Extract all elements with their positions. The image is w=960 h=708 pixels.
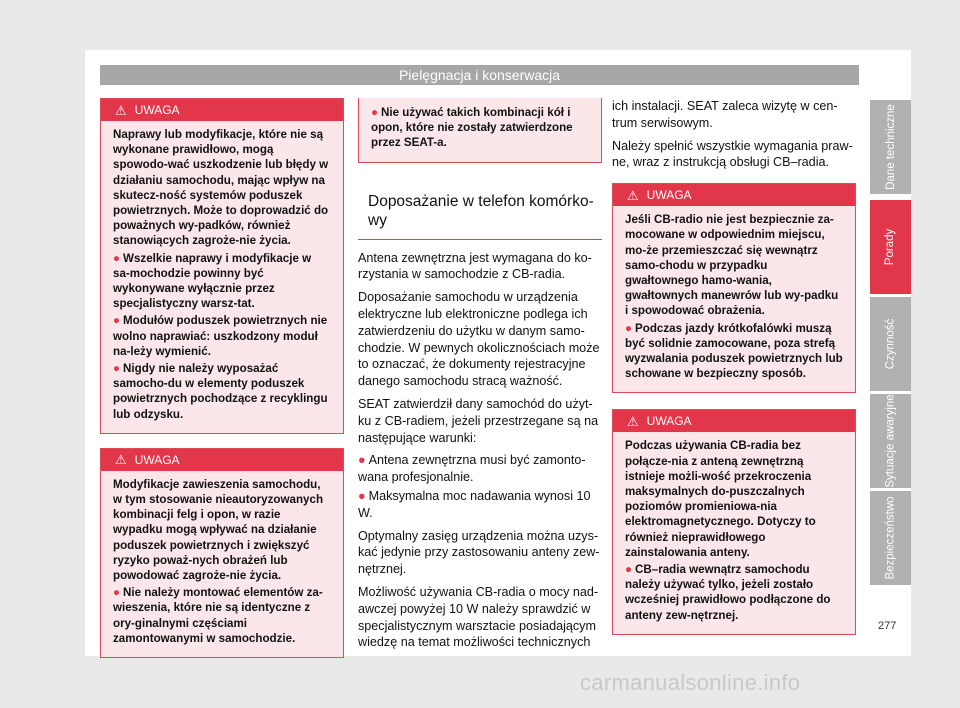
warning-bullet: ● Podczas jazdy krótkofalówki muszą być solidnie zamocowane, poza strefą wyzwalania poduszek powietrznych lub schowane w bezpieczny sposób. bbox=[625, 321, 843, 381]
column-right bbox=[612, 98, 856, 635]
page-header: Pielęgnacja i konserwacja bbox=[100, 65, 859, 85]
bullet-icon: ● bbox=[113, 586, 121, 600]
bullet-icon: ● bbox=[358, 453, 366, 468]
warning-intro: Jeśli CB-radio nie jest bezpiecznie za-mocowane w odpowiednim miejscu, mo-że przemieszczać się wewnątrz samo-chodu w przypadku gwałtownego hamo-wania, gwałtownych manewrów lub wy-padku i spowodować obrażenia. bbox=[625, 213, 839, 318]
page-number: 277 bbox=[878, 620, 897, 632]
bullet-icon: ● bbox=[113, 314, 121, 328]
watermark: carmanualsonline.info bbox=[580, 670, 801, 695]
warning-bullet: ● Nie używać takich kombinacji kół i opon, które nie zostały zatwierdzone przez SEAT-a. bbox=[371, 106, 573, 150]
bullet-icon: ● bbox=[625, 563, 633, 577]
warning-triangle-icon: ⚠ bbox=[115, 102, 127, 118]
warning-bullet: ● Wszelkie naprawy i modyfikacje w sa-mochodzie powinny być wykonywane wyłącznie przez specjalistyczny warsz-tat. bbox=[113, 251, 312, 311]
paragraph: ich instalacji. SEAT zaleca wizytę w cen-trum serwisowym. bbox=[612, 99, 838, 130]
warning-label: UWAGA bbox=[134, 452, 180, 467]
warning-intro: Modyfikacje zawieszenia samochodu, w tym stosowanie nieautoryzowanych kombinacji felg i opon, w razie wypadku mogą wpływać na działanie poduszek powietrznych i zwiększyć ryzyko poważ-nych obrażeń lub powodować zagroże-nie życia. bbox=[113, 477, 324, 583]
warning-body bbox=[359, 98, 601, 162]
warning-bullet: ● Nie należy montować elementów za-wieszenia, które nie są identyczne z ory-ginalnymi częściami zamontowanymi w samochodzie. bbox=[113, 586, 323, 645]
warning-header bbox=[101, 449, 343, 471]
paragraph: SEAT zatwierdził dany samochód do użyt-ku z CB-radiem, jeżeli przestrzegane są na następujące warunki: bbox=[358, 396, 599, 445]
tab-porady[interactable]: Porady bbox=[870, 200, 911, 294]
warning-box-cb-mounting bbox=[612, 183, 856, 393]
bullet-icon: ● bbox=[113, 362, 121, 376]
warning-body bbox=[613, 206, 855, 392]
warning-label: UWAGA bbox=[646, 188, 692, 203]
bullet-icon: ● bbox=[358, 488, 366, 503]
warning-box-airbag-repairs bbox=[100, 98, 344, 434]
bullet-icon: ● bbox=[113, 251, 121, 265]
column-left bbox=[100, 98, 344, 658]
warning-box-suspension bbox=[100, 448, 344, 658]
tab-bezpieczenstwo[interactable]: Bezpieczeństwo bbox=[870, 491, 911, 585]
warning-bullet: ● Modułów poduszek powietrznych nie wolno naprawiać: uszkodzony moduł na-leży wymienić. bbox=[113, 314, 328, 358]
tab-sytuacje-awaryjne[interactable]: Sytuacje awaryjne bbox=[870, 394, 911, 488]
body-text bbox=[612, 98, 856, 171]
paragraph: Doposażanie samochodu w urządzenia elektryczne lub elektroniczne podlega ich zatwierdzeniu do użytku w danym samo-chodzie. W pewnych okolicznościach może to oznaczać, że dokumenty rejestracyjne danego samochodu stracą ważność. bbox=[358, 290, 600, 389]
warning-body bbox=[613, 432, 855, 633]
bullet-icon: ● bbox=[625, 321, 633, 335]
tab-czynnosc[interactable]: Czynność bbox=[870, 297, 911, 391]
section-title: Doposażanie w telefon komórko-wy bbox=[358, 185, 602, 240]
warning-label: UWAGA bbox=[646, 414, 692, 429]
warning-bullet: ● Nigdy nie należy wyposażać samocho-du w elementy poduszek powietrznych pochodzące z recyklingu lub odzysku. bbox=[113, 362, 328, 421]
warning-intro: Podczas używania CB-radia bez połącze-nia z anteną zewnętrzną istnieje możli-wość przekroczenia maksymalnych do-puszczalnych poziomów promieniowa-nia elektromagnetycznego. Dotyczy to również nieprawidłowego zainstalowania anteny. bbox=[625, 439, 816, 559]
warning-box-continued bbox=[358, 98, 602, 163]
bullet-icon: ● bbox=[371, 106, 379, 119]
warning-header bbox=[101, 99, 343, 121]
warning-triangle-icon: ⚠ bbox=[115, 452, 127, 468]
warning-body bbox=[101, 121, 343, 433]
warning-bullet: ● CB–radia wewnątrz samochodu należy używać tylko, jeżeli zostało wcześniej prawidłowo podłączone do anteny zew-nętrznej. bbox=[625, 563, 831, 622]
paragraph: Możliwość używania CB-radia o mocy nad-awczej powyżej 10 W należy sprawdzić w specjalistycznym warsztacie posiadającym wiedzę na temat możliwości technicznych bbox=[358, 584, 599, 650]
list-item: ● Maksymalna moc nadawania wynosi 10 W. bbox=[358, 488, 591, 520]
column-middle bbox=[358, 98, 602, 657]
warning-header bbox=[613, 410, 855, 432]
warning-box-cb-antenna bbox=[612, 409, 856, 634]
warning-header bbox=[613, 184, 855, 206]
warning-body bbox=[101, 471, 343, 657]
list-item: ● Antena zewnętrzna musi być zamonto-wana profesjonalnie. bbox=[358, 453, 586, 485]
paragraph: Antena zewnętrzna jest wymagana do ko-rzystania w samochodzie z CB-radia. bbox=[358, 250, 592, 282]
warning-label: UWAGA bbox=[134, 103, 180, 117]
paragraph: Optymalny zasięg urządzenia można uzys-kać jedynie przy zastosowaniu anteny zew-nętrznej. bbox=[358, 528, 600, 577]
warning-triangle-icon: ⚠ bbox=[627, 413, 639, 429]
body-text bbox=[358, 250, 602, 652]
paragraph: Należy spełnić wszystkie wymagania praw-ne, wraz z instrukcją obsługi CB–radia. bbox=[612, 138, 853, 170]
tab-dane-techniczne[interactable]: Dane techniczne bbox=[870, 100, 911, 194]
warning-triangle-icon: ⚠ bbox=[627, 187, 639, 203]
warning-intro: Naprawy lub modyfikacje, które nie są wykonane prawidłowo, mogą spowodo-wać uszkodzenie lub błędy w działaniu samochodu, mając wpływ na skutecz-ność systemów poduszek powietrznych. Może to doprowadzić do poważnych wy-padków, również stanowiących zagroże-nie życia. bbox=[113, 128, 329, 248]
